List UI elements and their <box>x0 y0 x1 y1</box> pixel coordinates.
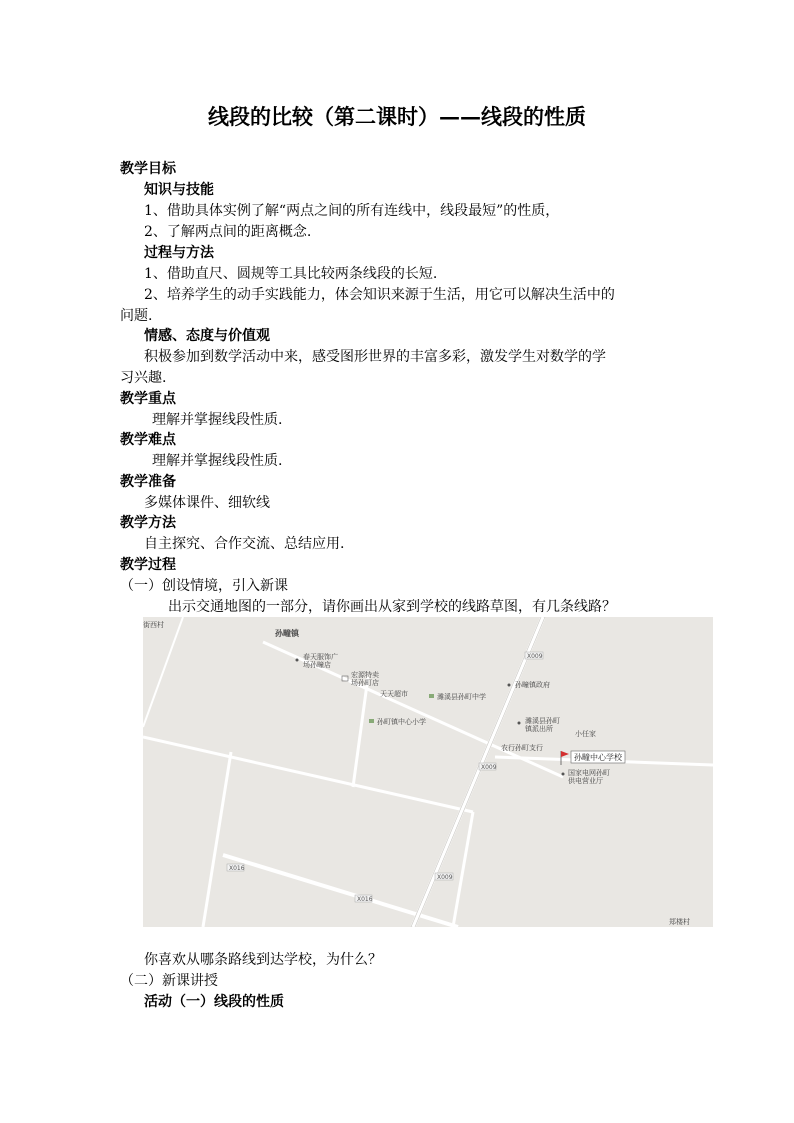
label-police-2: 镇派出所 <box>525 725 553 733</box>
label-hongyuan: 宏源特卖 <box>351 671 379 679</box>
label-target-school: 孙疃中心学校 <box>574 753 622 762</box>
poi-dot <box>296 659 299 662</box>
traffic-map <box>143 617 713 927</box>
prep-text: 多媒体课件、细软线 <box>144 495 270 511</box>
label-village-nw: 街西村 <box>143 621 164 629</box>
prep-heading: 教学准备 <box>120 474 176 490</box>
label-chuntian-2: 场孙疃店 <box>303 661 331 669</box>
objectives-heading: 教学目标 <box>120 161 176 177</box>
activity-1-heading: 活动（一）线段的性质 <box>144 994 284 1010</box>
label-xiaozhuang: 小任家 <box>575 730 596 738</box>
step-1: （一）创设情境，引入新课 <box>120 578 288 594</box>
poi-dot <box>562 773 565 776</box>
step-2: （二）新课讲授 <box>120 973 218 989</box>
label-tiantian: 天天超市 <box>380 690 408 698</box>
key-heading: 教学重点 <box>120 391 176 407</box>
traffic-map-svg <box>143 617 713 927</box>
label-road-x009-c: X009 <box>437 874 453 881</box>
key-text: 理解并掌握线段性质. <box>152 412 283 428</box>
process-item-2-cont: 问题. <box>120 308 153 324</box>
label-middle-school: 濉溪县孙町中学 <box>437 693 486 701</box>
knowledge-heading: 知识与技能 <box>144 182 214 198</box>
label-village-se: 郑楼村 <box>669 918 690 926</box>
page-title: 线段的比较（第二课时）——线段的性质 <box>208 104 586 129</box>
step-1-text: 出示交通地图的一部分，请你画出从家到学校的线路草图，有几条线路？ <box>168 599 616 615</box>
emotion-text-cont: 习兴趣. <box>120 370 167 386</box>
label-chuntian: 春天服饰广 <box>303 653 338 661</box>
label-grid: 国家电网孙町 <box>568 769 610 777</box>
label-town: 孙疃镇 <box>275 629 299 638</box>
label-road-x016-a: X016 <box>229 865 245 872</box>
question-text: 你喜欢从哪条路线到达学校，为什么？ <box>144 952 382 968</box>
school-icon <box>369 719 374 723</box>
difficulty-heading: 教学难点 <box>120 432 176 448</box>
label-grid-2: 供电营业厅 <box>568 777 603 785</box>
emotion-heading: 情感、态度与价值观 <box>144 328 270 344</box>
process-heading: 过程与方法 <box>144 245 214 261</box>
label-police: 濉溪县孙町 <box>525 717 560 725</box>
emotion-text: 积极参加到数学活动中来，感受图形世界的丰富多彩，激发学生对数学的学 <box>144 349 606 365</box>
knowledge-item-2: 2、了解两点间的距离概念. <box>144 224 312 240</box>
process-flow-heading: 教学过程 <box>120 557 176 573</box>
label-road-x009-a: X009 <box>527 653 543 660</box>
label-road-x009-b: X009 <box>481 764 497 771</box>
label-road-x016-b: X016 <box>357 896 373 903</box>
label-primary-school: 孙町镇中心小学 <box>377 718 426 726</box>
process-item-1: 1、借助直尺、圆规等工具比较两条线段的长短. <box>144 266 438 282</box>
process-item-2: 2、培养学生的动手实践能力，体会知识来源于生活，用它可以解决生活中的 <box>144 287 615 303</box>
method-heading: 教学方法 <box>120 515 176 531</box>
knowledge-item-1: 1、借助具体实例了解“两点之间的所有连线中，线段最短”的性质， <box>144 203 560 219</box>
poi-dot <box>508 684 511 687</box>
difficulty-text: 理解并掌握线段性质. <box>152 453 283 469</box>
label-bank: 农行孙町支行 <box>501 744 543 752</box>
label-hongyuan-2: 场孙町店 <box>351 679 379 687</box>
poi-dot <box>518 722 521 725</box>
method-text: 自主探究、合作交流、总结应用. <box>144 536 345 552</box>
label-gov: 孙疃镇政府 <box>515 681 550 689</box>
school-icon <box>429 694 434 698</box>
